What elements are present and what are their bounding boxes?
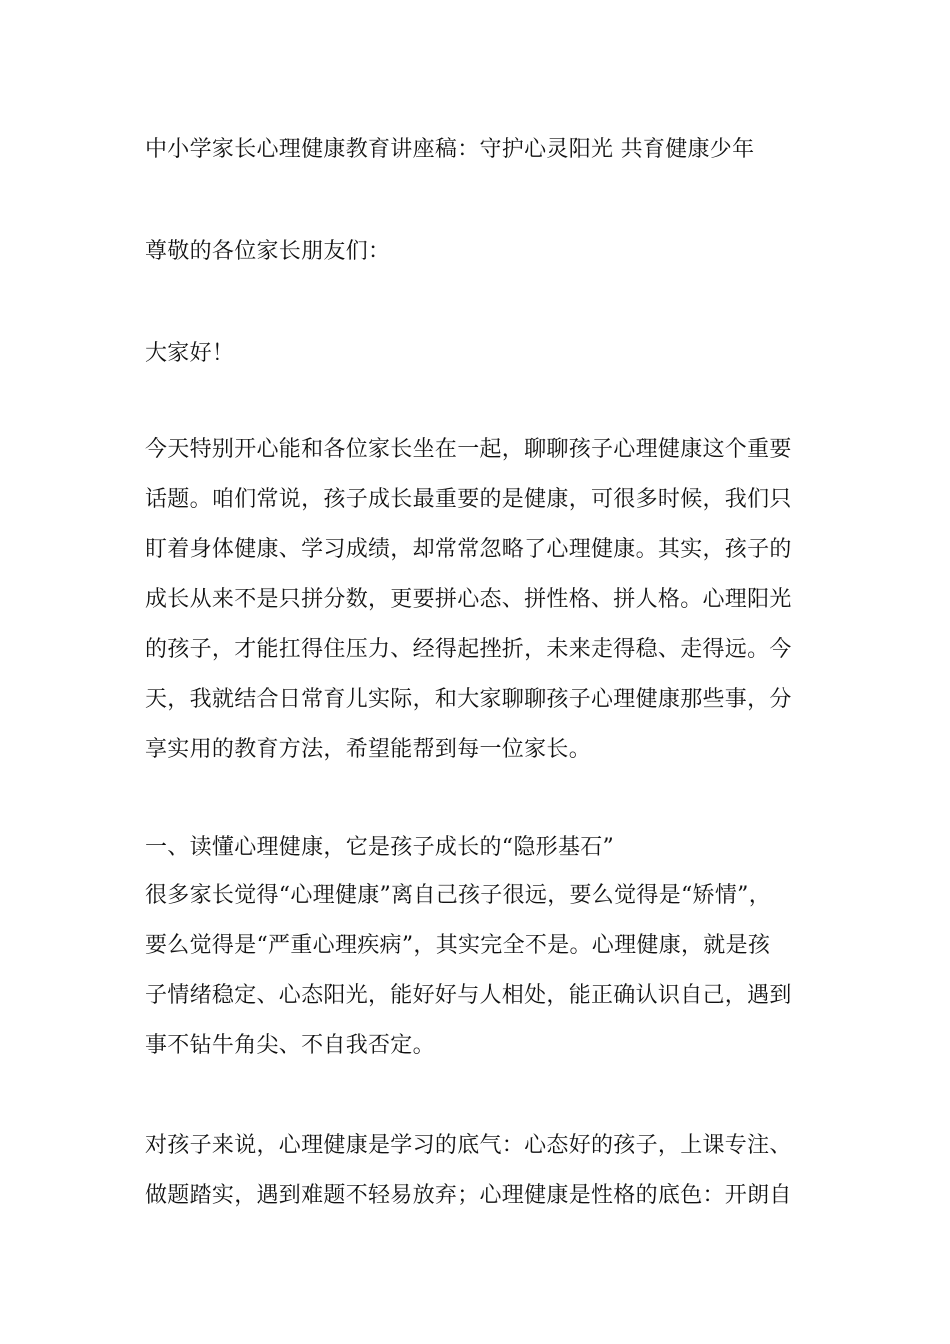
intro-line: 的孩子，才能扛得住压力、经得起挫折，未来走得稳、走得远。今 <box>145 637 792 662</box>
section-line: 很多家长觉得“心理健康”离自己孩子很远，要么觉得是“矫情”， <box>145 883 771 908</box>
document-title: 中小学家长心理健康教育讲座稿：守护心灵阳光 共育健康少年 <box>145 137 755 162</box>
intro-line: 享实用的教育方法，希望能帮到每一位家长。 <box>145 737 592 762</box>
salutation: 尊敬的各位家长朋友们： <box>145 239 391 264</box>
section-line: 事不钻牛角尖、不自我否定。 <box>145 1033 435 1058</box>
section-heading: 一、读懂心理健康，它是孩子成长的“隐形基石” <box>145 835 615 860</box>
intro-line: 成长从来不是只拼分数，更要拼心态、拼性格、拼人格。心理阳光 <box>145 587 792 612</box>
greeting: 大家好！ <box>145 341 235 366</box>
intro-line: 盯着身体健康、学习成绩，却常常忽略了心理健康。其实，孩子的 <box>145 537 792 562</box>
section-line: 对孩子来说，心理健康是学习的底气：心态好的孩子，上课专注、 <box>145 1133 792 1158</box>
intro-line: 今天特别开心能和各位家长坐在一起，聊聊孩子心理健康这个重要 <box>145 437 792 462</box>
intro-line: 话题。咱们常说，孩子成长最重要的是健康，可很多时候，我们只 <box>145 487 792 512</box>
intro-line: 天，我就结合日常育儿实际，和大家聊聊孩子心理健康那些事，分 <box>145 687 792 712</box>
section-line: 子情绪稳定、心态阳光，能好好与人相处，能正确认识自己，遇到 <box>145 983 792 1008</box>
section-line: 要么觉得是“严重心理疾病”，其实完全不是。心理健康，就是孩 <box>145 933 771 958</box>
section-line: 做题踏实，遇到难题不轻易放弃；心理健康是性格的底色：开朗自 <box>145 1183 792 1208</box>
